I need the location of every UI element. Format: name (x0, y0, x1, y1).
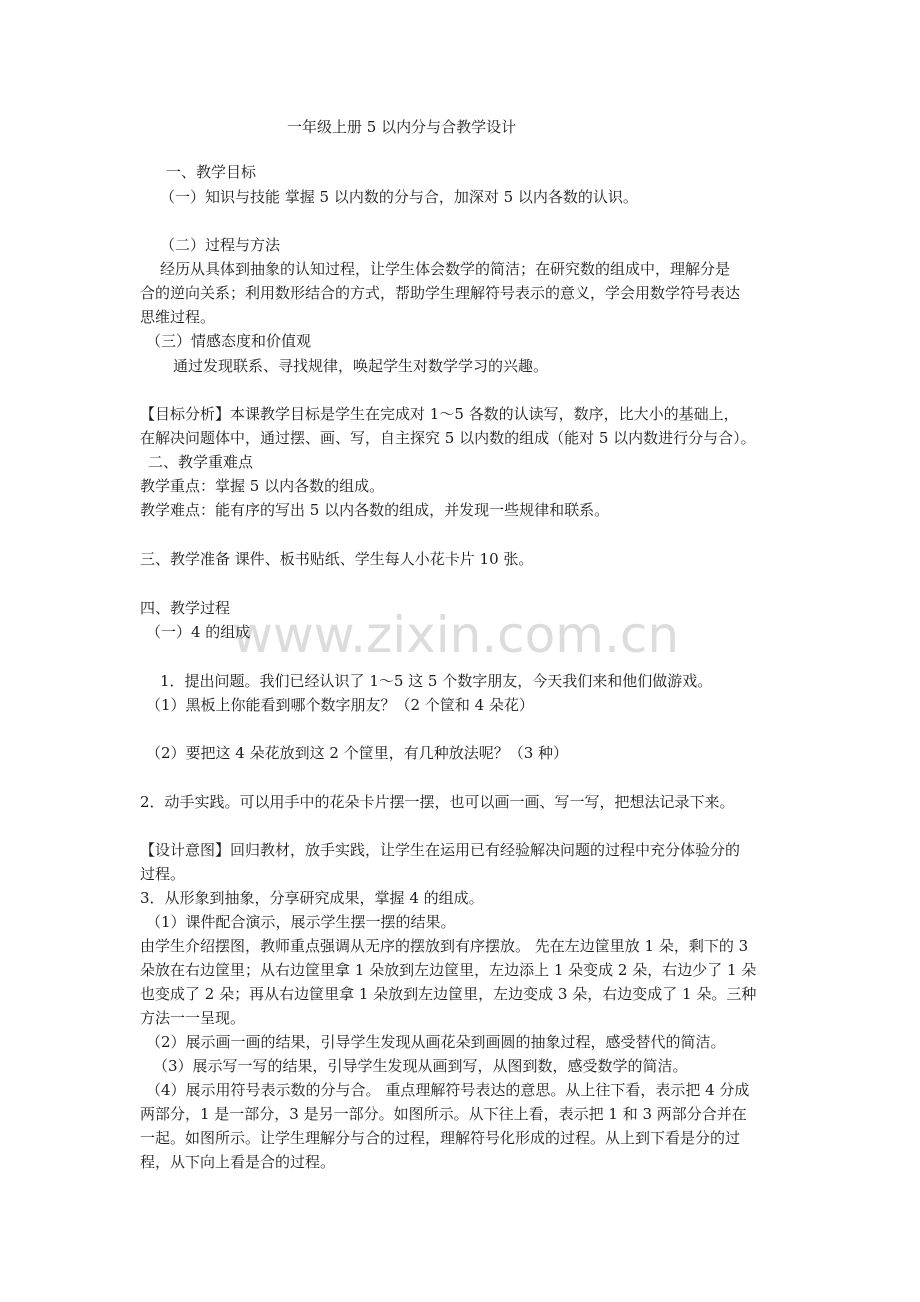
paragraph-line: 由学生介绍摆图，教师重点强调从无序的摆放到有序摆放。 先在左边筐里放 1 朵，剩下的 3 (140, 937, 749, 955)
subsection-heading: （一）4 的组成 (146, 623, 251, 641)
watermark: www.zixin.com.cn (232, 606, 680, 664)
paragraph-line: 教学难点：能有序的写出 5 以内各数的组成，并发现一些规律和联系。 (140, 501, 610, 519)
paragraph-line: 2．动手实践。可以用手中的花朵卡片摆一摆，也可以画一画、写一写，把想法记录下来。 (140, 793, 735, 811)
paragraph-line: （2）要把这 4 朵花放到这 2 个筐里，有几种放法呢？（3 种） (146, 744, 569, 762)
subsection-heading: （二）过程与方法 (160, 236, 281, 254)
analysis-line: 【目标分析】本课教学目标是学生在完成对 1～5 各数的认读写，数序，比大小的基础上， (140, 405, 739, 423)
paragraph-line: 经历从具体到抽象的认知过程，让学生体会数学的简洁；在研究数的组成中，理解分是 (160, 260, 731, 278)
design-intent-line: 过程。 (140, 865, 186, 883)
paragraph-line: （1）课件配合演示，展示学生摆一摆的结果。 (146, 913, 456, 931)
paragraph-line: （2）展示画一画的结果，引导学生发现从画花朵到画圆的抽象过程，感受替代的简洁。 (146, 1033, 726, 1051)
paragraph-line: 教学重点：掌握 5 以内各数的组成。 (140, 477, 385, 495)
paragraph-line: 1．提出问题。我们已经认识了 1～5 这 5 个数字朋友，今天我们来和他们做游戏。 (160, 672, 713, 690)
paragraph-line: 思维过程。 (140, 308, 216, 326)
subsection-heading: （三）情感态度和价值观 (146, 332, 312, 350)
section-heading: 一、教学目标 (166, 163, 257, 181)
paragraph-line: 也变成了 2 朵；再从右边筐里拿 1 朵放到左边筐里，左边变成 3 朵，右边变成了 1 朵。三种 (140, 985, 757, 1003)
section-heading: 三、教学准备 课件、板书贴纸、学生每人小花卡片 10 张。 (140, 550, 534, 568)
paragraph-line: （4）展示用符号表示数的分与合。 重点理解符号表达的意思。从上往下看，表示把 4 分成 (146, 1081, 750, 1099)
paragraph-line: 合的逆向关系；利用数形结合的方式，帮助学生理解符号表示的意义，学会用数学符号表达 (140, 284, 741, 302)
paragraph-line: 朵放在右边筐里；从右边筐里拿 1 朵放到左边筐里，左边添上 1 朵变成 2 朵，右边少了 1 朵 (140, 961, 757, 979)
paragraph-line: 程，从下向上看是合的过程。 (140, 1153, 336, 1171)
section-heading: 四、教学过程 (140, 599, 231, 617)
design-intent-line: 【设计意图】回归教材，放手实践，让学生在运用已有经验解决问题的过程中充分体验分的 (140, 841, 741, 859)
paragraph-line: 通过发现联系、寻找规律，唤起学生对数学学习的兴趣。 (173, 357, 549, 375)
paragraph-line: 两部分，1 是一部分，3 是另一部分。如图所示。从下往上看，表示把 1 和 3 两部分合并在 (140, 1105, 747, 1123)
document-title: 一年级上册 5 以内分与合教学设计 (287, 118, 517, 136)
paragraph-line: （3）展示写一写的结果，引导学生发现从画到写，从图到数，感受数学的简洁。 (153, 1057, 688, 1075)
section-heading: 二、教学重难点 (148, 453, 254, 471)
paragraph-line: 一起。如图所示。让学生理解分与合的过程，理解符号化形成的过程。从上到下看是分的过 (140, 1129, 741, 1147)
paragraph-line: 方法一一呈现。 (140, 1009, 246, 1027)
subsection-line: （一）知识与技能 掌握 5 以内数的分与合，加深对 5 以内各数的认识。 (160, 188, 638, 206)
paragraph-line: 3．从形象到抽象，分享研究成果，掌握 4 的组成。 (140, 889, 484, 907)
paragraph-line: （1）黑板上你能看到哪个数字朋友？（2 个筐和 4 朵花） (146, 696, 534, 714)
analysis-line: 在解决问题体中，通过摆、画、写，自主探究 5 以内数的组成（能对 5 以内数进行分与合）。 (140, 429, 756, 447)
